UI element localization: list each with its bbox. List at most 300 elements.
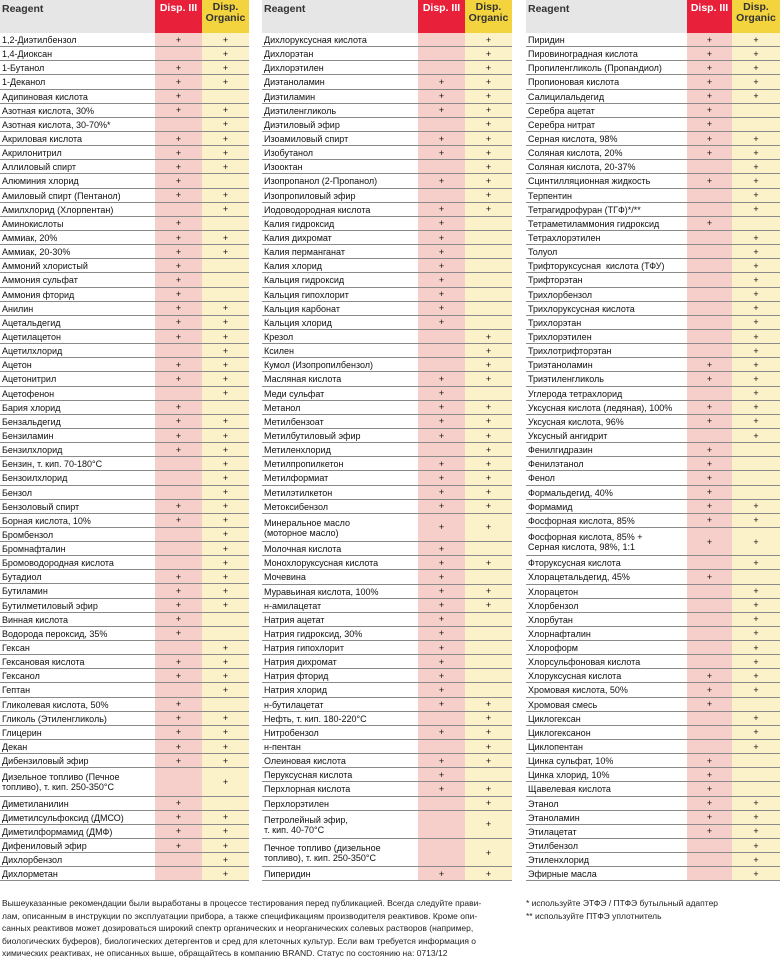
disp-organic-cell	[465, 585, 512, 598]
disp-organic-cell	[202, 330, 249, 343]
disp3-mark: +	[438, 501, 445, 512]
reagent-name: Изопропиловый эфир	[264, 190, 356, 201]
disp-organic-cell	[465, 500, 512, 513]
disp-organic-cell	[202, 867, 249, 880]
reagent-name: Метанол	[264, 402, 301, 413]
disp3-cell	[155, 203, 202, 216]
reagent-name: Терпентин	[528, 190, 572, 201]
footnote: * используйте ЭТФЭ / ПТФЭ бутыльный адаптер	[526, 898, 719, 908]
rows	[526, 33, 780, 881]
disp-organic-cell	[465, 599, 512, 612]
table-row	[0, 655, 249, 669]
table-row	[262, 245, 512, 259]
reagent-name: Метиленхлорид	[264, 445, 331, 456]
disp3-cell	[418, 61, 465, 74]
reagent-name: Хлороформ	[528, 643, 578, 654]
table-row	[0, 514, 249, 528]
disp-organic-cell	[732, 146, 780, 159]
disp-organic-cell	[732, 754, 780, 767]
disp3-mark: +	[175, 614, 182, 625]
disp3-cell	[155, 811, 202, 824]
reagent-name: Пиперидин	[264, 869, 311, 880]
disp3-cell	[155, 33, 202, 46]
disp3-cell	[155, 599, 202, 612]
disp3-cell	[418, 217, 465, 230]
table-row	[0, 443, 249, 457]
disp3-cell	[687, 599, 732, 612]
disp-organic-mark: +	[222, 487, 229, 498]
disp3-cell	[687, 768, 732, 781]
disp-organic-cell	[465, 132, 512, 145]
disp3-mark: +	[706, 487, 713, 498]
disp3-cell	[155, 698, 202, 711]
disp-organic-cell	[202, 570, 249, 583]
disp-organic-cell	[732, 797, 780, 810]
reagent-name: Дибензиловый эфир	[2, 756, 89, 767]
disp-organic-cell	[732, 288, 780, 301]
table-row	[262, 669, 512, 683]
disp-organic-mark: +	[485, 105, 492, 116]
disp3-cell	[418, 782, 465, 795]
disp-organic-cell	[465, 641, 512, 654]
disp-organic-cell	[732, 415, 780, 428]
reagent-name: Метилбутиловый эфир	[264, 430, 361, 441]
disp3-mark: +	[175, 289, 182, 300]
disp3-cell	[418, 669, 465, 682]
table-row	[526, 797, 780, 811]
table-row	[0, 429, 249, 443]
disp3-mark: +	[438, 260, 445, 271]
disp-organic-cell	[202, 90, 249, 103]
table-row	[526, 415, 780, 429]
table-row	[526, 811, 780, 825]
reagent-name: Хлорбензол	[528, 600, 579, 611]
disp-organic-mark: +	[753, 161, 759, 172]
disp-organic-mark: +	[485, 48, 492, 59]
disp3-cell	[418, 245, 465, 258]
reagent-name: 1-Бутанол	[2, 63, 45, 74]
disp3-mark: +	[706, 472, 713, 483]
disp-organic-mark: +	[222, 147, 229, 158]
table-row	[262, 47, 512, 61]
disp3-cell	[155, 90, 202, 103]
table-row	[262, 754, 512, 768]
disp3-mark: +	[175, 359, 182, 370]
reagent-name: Щавелевая кислота	[528, 784, 611, 795]
table-row	[526, 372, 780, 386]
disp3-cell	[418, 443, 465, 456]
disp-organic-cell	[465, 839, 512, 866]
disp-organic-cell	[465, 259, 512, 272]
disp-organic-mark: +	[485, 444, 492, 455]
disp3-mark: +	[438, 204, 445, 215]
table-row	[262, 104, 512, 118]
disp-organic-cell	[732, 387, 780, 400]
table-row	[526, 288, 780, 302]
reagent-name: Перуксусная кислота	[264, 770, 353, 781]
disp3-cell	[418, 839, 465, 866]
table-row	[262, 768, 512, 782]
reagent-name: Иодоводородная кислота	[264, 204, 371, 215]
table-row	[262, 302, 512, 316]
disp-organic-cell	[732, 811, 780, 824]
reagent-name: Метилбензоат	[264, 416, 324, 427]
table-row	[0, 203, 249, 217]
table-row	[262, 203, 512, 217]
header-disp-organic-line2: Organic	[736, 12, 776, 24]
reagent-name: 1,4-Диоксан	[2, 49, 53, 60]
table-row	[526, 754, 780, 768]
table-row	[526, 768, 780, 782]
reagent-name: Олеиновая кислота	[264, 756, 346, 767]
disp3-cell	[687, 104, 732, 117]
reagent-name: Кумол (Изопропилбензол)	[264, 360, 374, 371]
disp-organic-cell	[202, 146, 249, 159]
disp-organic-mark: +	[222, 727, 229, 738]
disp3-cell	[687, 203, 732, 216]
table-row	[526, 344, 780, 358]
disp-organic-cell	[732, 75, 780, 88]
table-row	[0, 825, 249, 839]
disp3-cell	[418, 90, 465, 103]
disp-organic-mark: +	[222, 670, 229, 681]
table-row	[262, 514, 512, 542]
reagent-name: Сцинтилляционная жидкость	[528, 176, 651, 187]
disp3-cell	[155, 132, 202, 145]
table-row	[0, 486, 249, 500]
disp-organic-mark: +	[753, 303, 759, 314]
table-row	[0, 372, 249, 386]
disp3-cell	[687, 655, 732, 668]
disp3-mark: +	[706, 444, 713, 455]
disp-organic-cell	[465, 415, 512, 428]
table-row	[262, 160, 512, 174]
table-row	[262, 61, 512, 75]
reagent-name: Кальция гипохлорит	[264, 289, 349, 300]
footer-line: Вышеуказанные рекомендации были выработаны в процессе тестирования перед публикацией. Всегда следуйте прави-	[2, 898, 482, 908]
disp3-cell	[418, 867, 465, 880]
footer-line: химических реактивах, не описанных выше, обращайтесь в компанию BRAND. Статус по состоянию на: 0713/12	[2, 948, 448, 958]
disp3-cell	[418, 104, 465, 117]
reagent-name: Триэтиленгликоль	[528, 374, 604, 385]
disp3-mark: +	[706, 685, 713, 696]
column-3	[526, 0, 780, 881]
table-row	[526, 330, 780, 344]
reagent-name: Метоксибензол	[264, 501, 329, 512]
disp-organic-mark: +	[222, 458, 229, 469]
table-row	[0, 754, 249, 768]
table-row	[0, 273, 249, 287]
disp3-cell	[687, 797, 732, 810]
disp-organic-mark: +	[485, 373, 492, 384]
reagent-name: Тетрагидрофуран (ТГФ)*/**	[528, 204, 641, 215]
header-reagent: Reagent	[2, 3, 44, 15]
disp-organic-mark: +	[485, 91, 492, 102]
reagent-name: Бутиламин	[2, 586, 48, 597]
disp3-cell	[687, 457, 732, 470]
disp-organic-mark: +	[753, 388, 759, 399]
reagent-name: Гексанол	[2, 671, 40, 682]
table-row	[526, 302, 780, 316]
table-row	[262, 486, 512, 500]
disp3-cell	[687, 90, 732, 103]
disp3-cell	[687, 570, 732, 583]
reagent-name: Бензол	[2, 487, 32, 498]
reagent-name: Натрия хлорид	[264, 685, 327, 696]
disp-organic-cell	[732, 344, 780, 357]
disp3-cell	[687, 698, 732, 711]
disp-organic-cell	[732, 613, 780, 626]
table-row	[262, 599, 512, 613]
disp3-cell	[418, 344, 465, 357]
disp-organic-mark: +	[753, 147, 759, 158]
reagent-name: Анилин	[2, 303, 34, 314]
disp3-mark: +	[438, 76, 445, 87]
disp3-mark: +	[706, 416, 713, 427]
table-row	[0, 867, 249, 881]
disp-organic-cell	[732, 698, 780, 711]
disp3-cell	[687, 160, 732, 173]
disp-organic-mark: +	[485, 847, 492, 858]
disp-organic-cell	[465, 683, 512, 696]
table-row	[526, 259, 780, 273]
disp3-mark: +	[175, 713, 182, 724]
disp3-cell	[418, 754, 465, 767]
table-row	[0, 90, 249, 104]
disp3-cell	[687, 118, 732, 131]
disp-organic-cell	[732, 556, 780, 569]
disp-organic-cell	[202, 316, 249, 329]
disp3-mark: +	[438, 218, 445, 229]
disp-organic-mark: +	[222, 543, 229, 554]
disp-organic-cell	[732, 825, 780, 838]
disp3-cell	[687, 853, 732, 866]
table-row	[262, 174, 512, 188]
reagent-name: Бензилхлорид	[2, 445, 63, 456]
disp-organic-cell	[202, 486, 249, 499]
table-row	[0, 160, 249, 174]
reagent-name: Соляная кислота, 20%	[528, 148, 623, 159]
disp-organic-mark: +	[222, 515, 229, 526]
disp-organic-mark: +	[753, 557, 759, 568]
disp-organic-mark: +	[222, 246, 229, 257]
disp-organic-mark: +	[753, 868, 759, 879]
header-disp3: Disp. III	[155, 0, 202, 33]
table-row	[262, 217, 512, 231]
reagent-name: Кальция карбонат	[264, 303, 340, 314]
reagent-name: Печное топливо (дизельное топливо), т. кип. 250-350°С	[264, 843, 381, 864]
table-row	[0, 259, 249, 273]
disp-organic-cell	[465, 712, 512, 725]
disp-organic-mark: +	[485, 416, 492, 427]
disp3-cell	[687, 330, 732, 343]
reagent-name: Азотная кислота, 30-70%*	[2, 119, 111, 130]
reagent-name: Масляная кислота	[264, 374, 342, 385]
disp3-mark: +	[706, 784, 713, 795]
disp-organic-cell	[732, 231, 780, 244]
disp3-cell	[687, 500, 732, 513]
disp3-cell	[155, 853, 202, 866]
reagent-name: Этилбензол	[528, 841, 578, 852]
disp-organic-cell	[732, 118, 780, 131]
disp3-cell	[418, 599, 465, 612]
disp3-mark: +	[706, 76, 713, 87]
disp3-cell	[418, 160, 465, 173]
disp3-mark: +	[175, 600, 182, 611]
disp3-cell	[155, 768, 202, 795]
disp-organic-cell	[465, 570, 512, 583]
disp3-mark: +	[706, 826, 713, 837]
disp-organic-cell	[732, 61, 780, 74]
reagent-name: Дихлорэтан	[264, 49, 314, 60]
reagent-name: Муравьиная кислота, 100%	[264, 586, 379, 597]
disp3-cell	[155, 61, 202, 74]
table-row	[262, 641, 512, 655]
disp3-mark: +	[175, 402, 182, 413]
disp-organic-mark: +	[485, 147, 492, 158]
disp3-cell	[418, 47, 465, 60]
reagent-name: Дихлорметан	[2, 869, 58, 880]
reagent-name: Салицилальдегид	[528, 91, 605, 102]
disp3-cell	[687, 825, 732, 838]
disp3-cell	[687, 245, 732, 258]
table-row	[262, 231, 512, 245]
reagent-name: Амилхлорид (Хлорпентан)	[2, 204, 114, 215]
disp-organic-cell	[202, 613, 249, 626]
reagent-name: Хлорсульфоновая кислота	[528, 657, 641, 668]
disp-organic-cell	[465, 867, 512, 880]
disp3-mark: +	[438, 600, 445, 611]
disp-organic-cell	[202, 118, 249, 131]
disp-organic-cell	[465, 273, 512, 286]
table-row	[526, 217, 780, 231]
disp-organic-mark: +	[222, 656, 229, 667]
disp-organic-mark: +	[753, 586, 759, 597]
disp3-mark: +	[706, 755, 713, 766]
disp-organic-mark: +	[753, 501, 759, 512]
reagent-name: Натрия фторид	[264, 671, 329, 682]
table-row	[526, 627, 780, 641]
disp3-cell	[687, 288, 732, 301]
disp-organic-mark: +	[753, 133, 759, 144]
disp3-cell	[418, 486, 465, 499]
table-row	[526, 570, 780, 584]
table-row	[0, 61, 249, 75]
reagent-name: Толуол	[528, 247, 558, 258]
table-row	[0, 584, 249, 598]
disp3-cell	[687, 585, 732, 598]
reagent-name: Бромнафталин	[2, 544, 66, 555]
reagent-name: Аммиак, 20%	[2, 232, 58, 243]
header-disp-organic-line1: Disp.	[475, 1, 502, 13]
reagent-name: Ацетальдегид	[2, 317, 61, 328]
disp-organic-cell	[732, 782, 780, 795]
table-row	[0, 47, 249, 61]
disp-organic-mark: +	[222, 642, 229, 653]
disp-organic-mark: +	[485, 868, 492, 879]
table-row	[262, 344, 512, 358]
column-2	[262, 0, 524, 881]
disp3-cell	[687, 217, 732, 230]
disp3-cell	[155, 500, 202, 513]
disp3-mark: +	[706, 536, 713, 547]
disp3-cell	[155, 740, 202, 753]
disp-organic-mark: +	[485, 430, 492, 441]
disp3-cell	[687, 189, 732, 202]
disp3-cell	[155, 712, 202, 725]
disp3-cell	[418, 726, 465, 739]
reagent-name: Ацетонитрил	[2, 374, 57, 385]
disp-organic-cell	[732, 585, 780, 598]
table-row	[526, 471, 780, 485]
reagent-name: Фенол	[528, 473, 555, 484]
table-row	[0, 797, 249, 811]
disp-organic-cell	[465, 245, 512, 258]
disp3-mark: +	[438, 522, 445, 533]
disp-organic-cell	[202, 259, 249, 272]
disp-organic-cell	[202, 75, 249, 88]
reagent-name: Дихлорэтилен	[264, 63, 324, 74]
disp-organic-cell	[732, 528, 780, 555]
disp3-mark: +	[438, 147, 445, 158]
disp-organic-cell	[465, 104, 512, 117]
table-row	[262, 585, 512, 599]
table-row	[262, 33, 512, 47]
reagent-name: Уксусная кислота, 96%	[528, 416, 624, 427]
disp-organic-mark: +	[222, 557, 229, 568]
reagent-name: Фосфорная кислота, 85% + Серная кислота, 98%, 1:1	[528, 531, 643, 552]
disp-organic-mark: +	[753, 812, 759, 823]
disp-organic-cell	[202, 245, 249, 258]
disp-organic-cell	[465, 754, 512, 767]
disp3-mark: +	[706, 373, 713, 384]
disp-organic-cell	[202, 47, 249, 60]
table-row	[0, 132, 249, 146]
disp3-mark: +	[175, 161, 182, 172]
disp-organic-mark: +	[485, 190, 492, 201]
reagent-name: Метилэтилкетон	[264, 487, 333, 498]
table-row	[526, 118, 780, 132]
table-row	[526, 585, 780, 599]
disp-organic-mark: +	[222, 713, 229, 724]
disp-organic-mark: +	[485, 713, 492, 724]
disp3-mark: +	[175, 586, 182, 597]
reagent-name: Соляная кислота, 20-37%	[528, 162, 636, 173]
disp-organic-cell	[732, 740, 780, 753]
disp-organic-cell	[732, 358, 780, 371]
reagent-name: Минеральное масло (моторное масло)	[264, 517, 350, 538]
disp3-mark: +	[706, 515, 713, 526]
disp-organic-mark: +	[222, 501, 229, 512]
disp3-cell	[687, 231, 732, 244]
disp3-cell	[687, 372, 732, 385]
table-row	[526, 500, 780, 514]
disp-organic-mark: +	[222, 62, 229, 73]
reagent-name: Пировиноградная кислота	[528, 49, 638, 60]
table-row	[0, 189, 249, 203]
table-row	[262, 570, 512, 584]
disp-organic-cell	[732, 189, 780, 202]
disp3-cell	[155, 542, 202, 555]
disp-organic-cell	[202, 401, 249, 414]
table-row	[526, 641, 780, 655]
table-row	[262, 627, 512, 641]
header-disp-organic	[202, 0, 249, 33]
disp-organic-cell	[202, 641, 249, 654]
disp-organic-cell	[732, 217, 780, 230]
disp3-cell	[155, 358, 202, 371]
table-row	[0, 104, 249, 118]
